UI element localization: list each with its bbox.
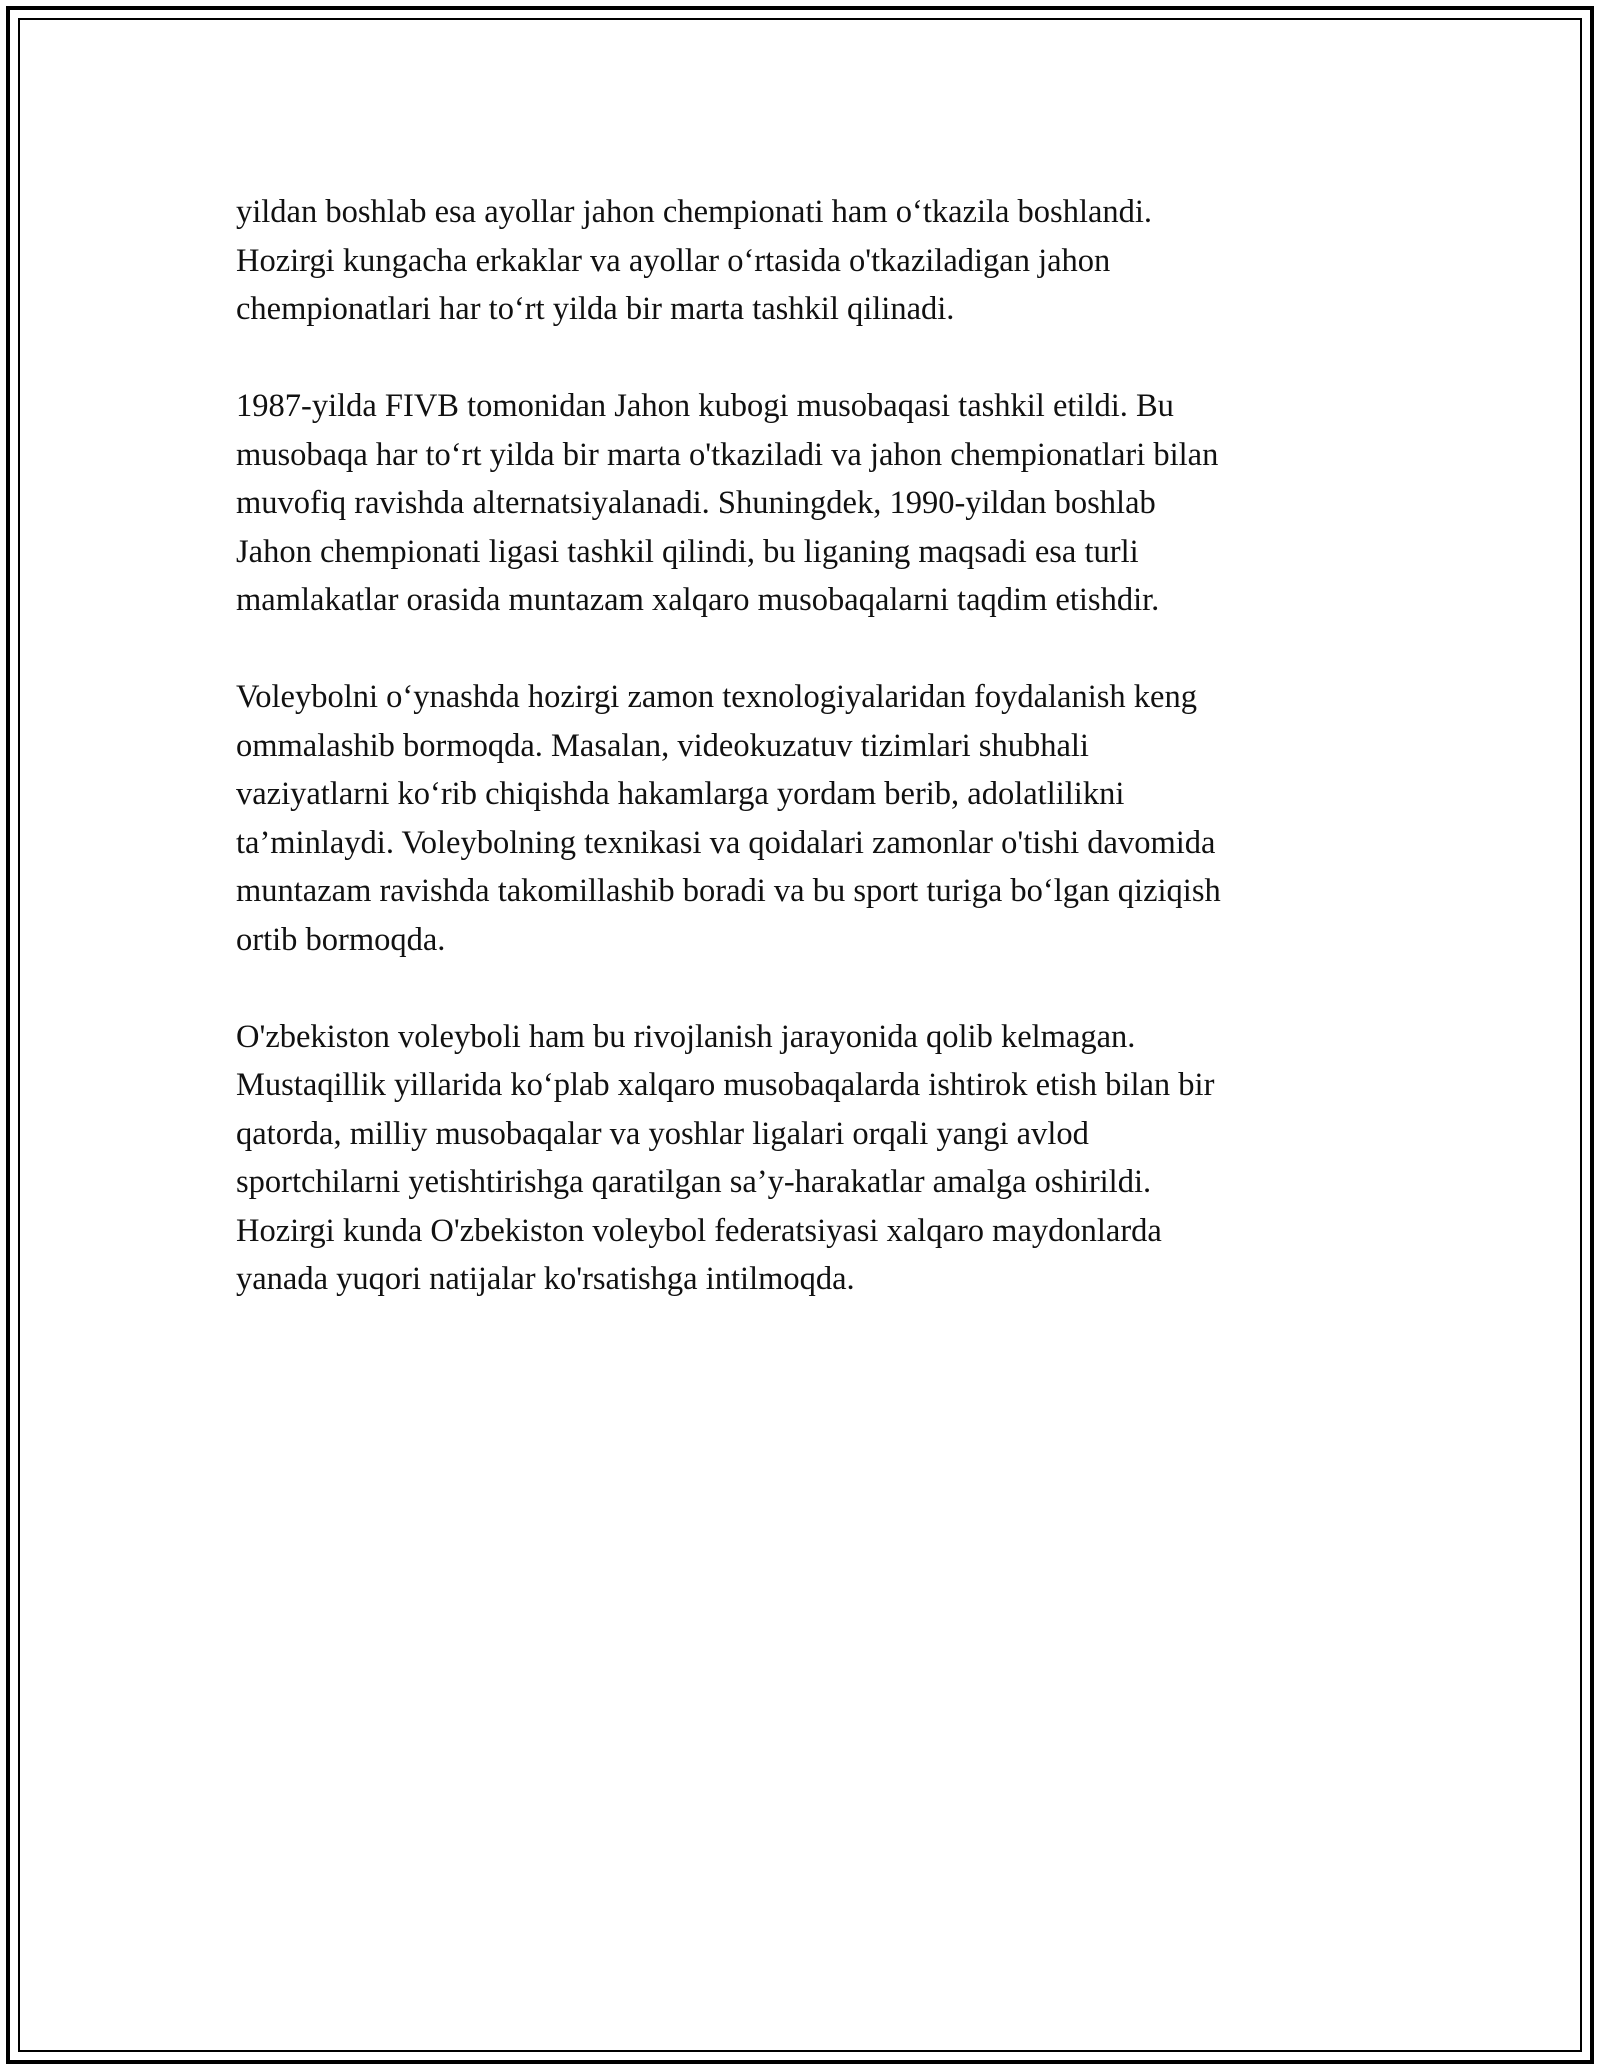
paragraph-1-line-1: yildan boshlab esa ayollar jahon chempionati ham o‘tkazila boshlandi. — [236, 194, 1153, 230]
paragraph-1-line-3: chempionatlari har to‘rt yilda bir marta tashkil qilinadi. — [236, 291, 955, 327]
paragraph-3-line-4: ta’minlaydi. Voleybolning texnikasi va qoidalari zamonlar o'tishi davomida — [236, 824, 1216, 861]
paragraph-3-line-5: muntazam ravishda takomillashib boradi va bu sport turiga bo‘lgan qiziqish — [236, 873, 1221, 909]
paragraph-1 — [236, 188, 1376, 334]
paragraph-4-line-2: Mustaqillik yillarida ko‘plab xalqaro musobaqalarda ishtirok etish bilan bir — [236, 1067, 1215, 1103]
paragraph-4-line-4: sportchilarni yetishtirishga qaratilgan sa’y-harakatlar amalga oshirildi. — [236, 1164, 1152, 1200]
paragraph-3 — [236, 673, 1376, 964]
paragraph-1-line-2: Hozirgi kungacha erkaklar va ayollar o‘rtasida o'tkaziladigan jahon — [236, 242, 1111, 279]
paragraph-3-line-1: Voleybolni o‘ynashda hozirgi zamon texnologiyalaridan foydalanish keng — [236, 679, 1197, 715]
paragraph-2-line-3: muvofiq ravishda alternatsiyalanadi. Shuningdek, 1990-yildan boshlab — [236, 485, 1156, 521]
paragraph-3-line-3: vaziyatlarni ko‘rib chiqishda hakamlarga yordam berib, adolatlilikni — [236, 776, 1125, 812]
paragraph-4-line-5: Hozirgi kunda O'zbekiston voleybol federatsiyasi xalqaro maydonlarda — [236, 1212, 1162, 1249]
paragraph-2-line-4: Jahon chempionati ligasi tashkil qilindi, bu liganing maqsadi esa turli — [236, 533, 1139, 570]
paragraph-4-line-6: yanada yuqori natijalar ko'rsatishga intilmoqda. — [236, 1261, 855, 1297]
paragraph-3-line-6: ortib bormoqda. — [236, 921, 446, 958]
paragraph-4 — [236, 1013, 1376, 1304]
paragraph-2-line-5: mamlakatlar orasida muntazam xalqaro musobaqalarni taqdim etishdir. — [236, 582, 1160, 618]
paragraph-2-line-1: 1987-yilda FIVB tomonidan Jahon kubogi musobaqasi tashkil etildi. Bu — [236, 388, 1174, 424]
paragraph-2 — [236, 382, 1376, 625]
paragraph-4-line-1: O'zbekiston voleyboli ham bu rivojlanish jarayonida qolib kelmagan. — [236, 1018, 1136, 1055]
paragraph-4-line-3: qatorda, milliy musobaqalar va yoshlar ligalari orqali yangi avlod — [236, 1115, 1089, 1152]
paragraph-3-line-2: ommalashib bormoqda. Masalan, videokuzatuv tizimlari shubhali — [236, 727, 1089, 764]
paragraph-2-line-2: musobaqa har to‘rt yilda bir marta o'tkaziladi va jahon chempionatlari bilan — [236, 436, 1219, 473]
document-body — [236, 188, 1376, 1352]
